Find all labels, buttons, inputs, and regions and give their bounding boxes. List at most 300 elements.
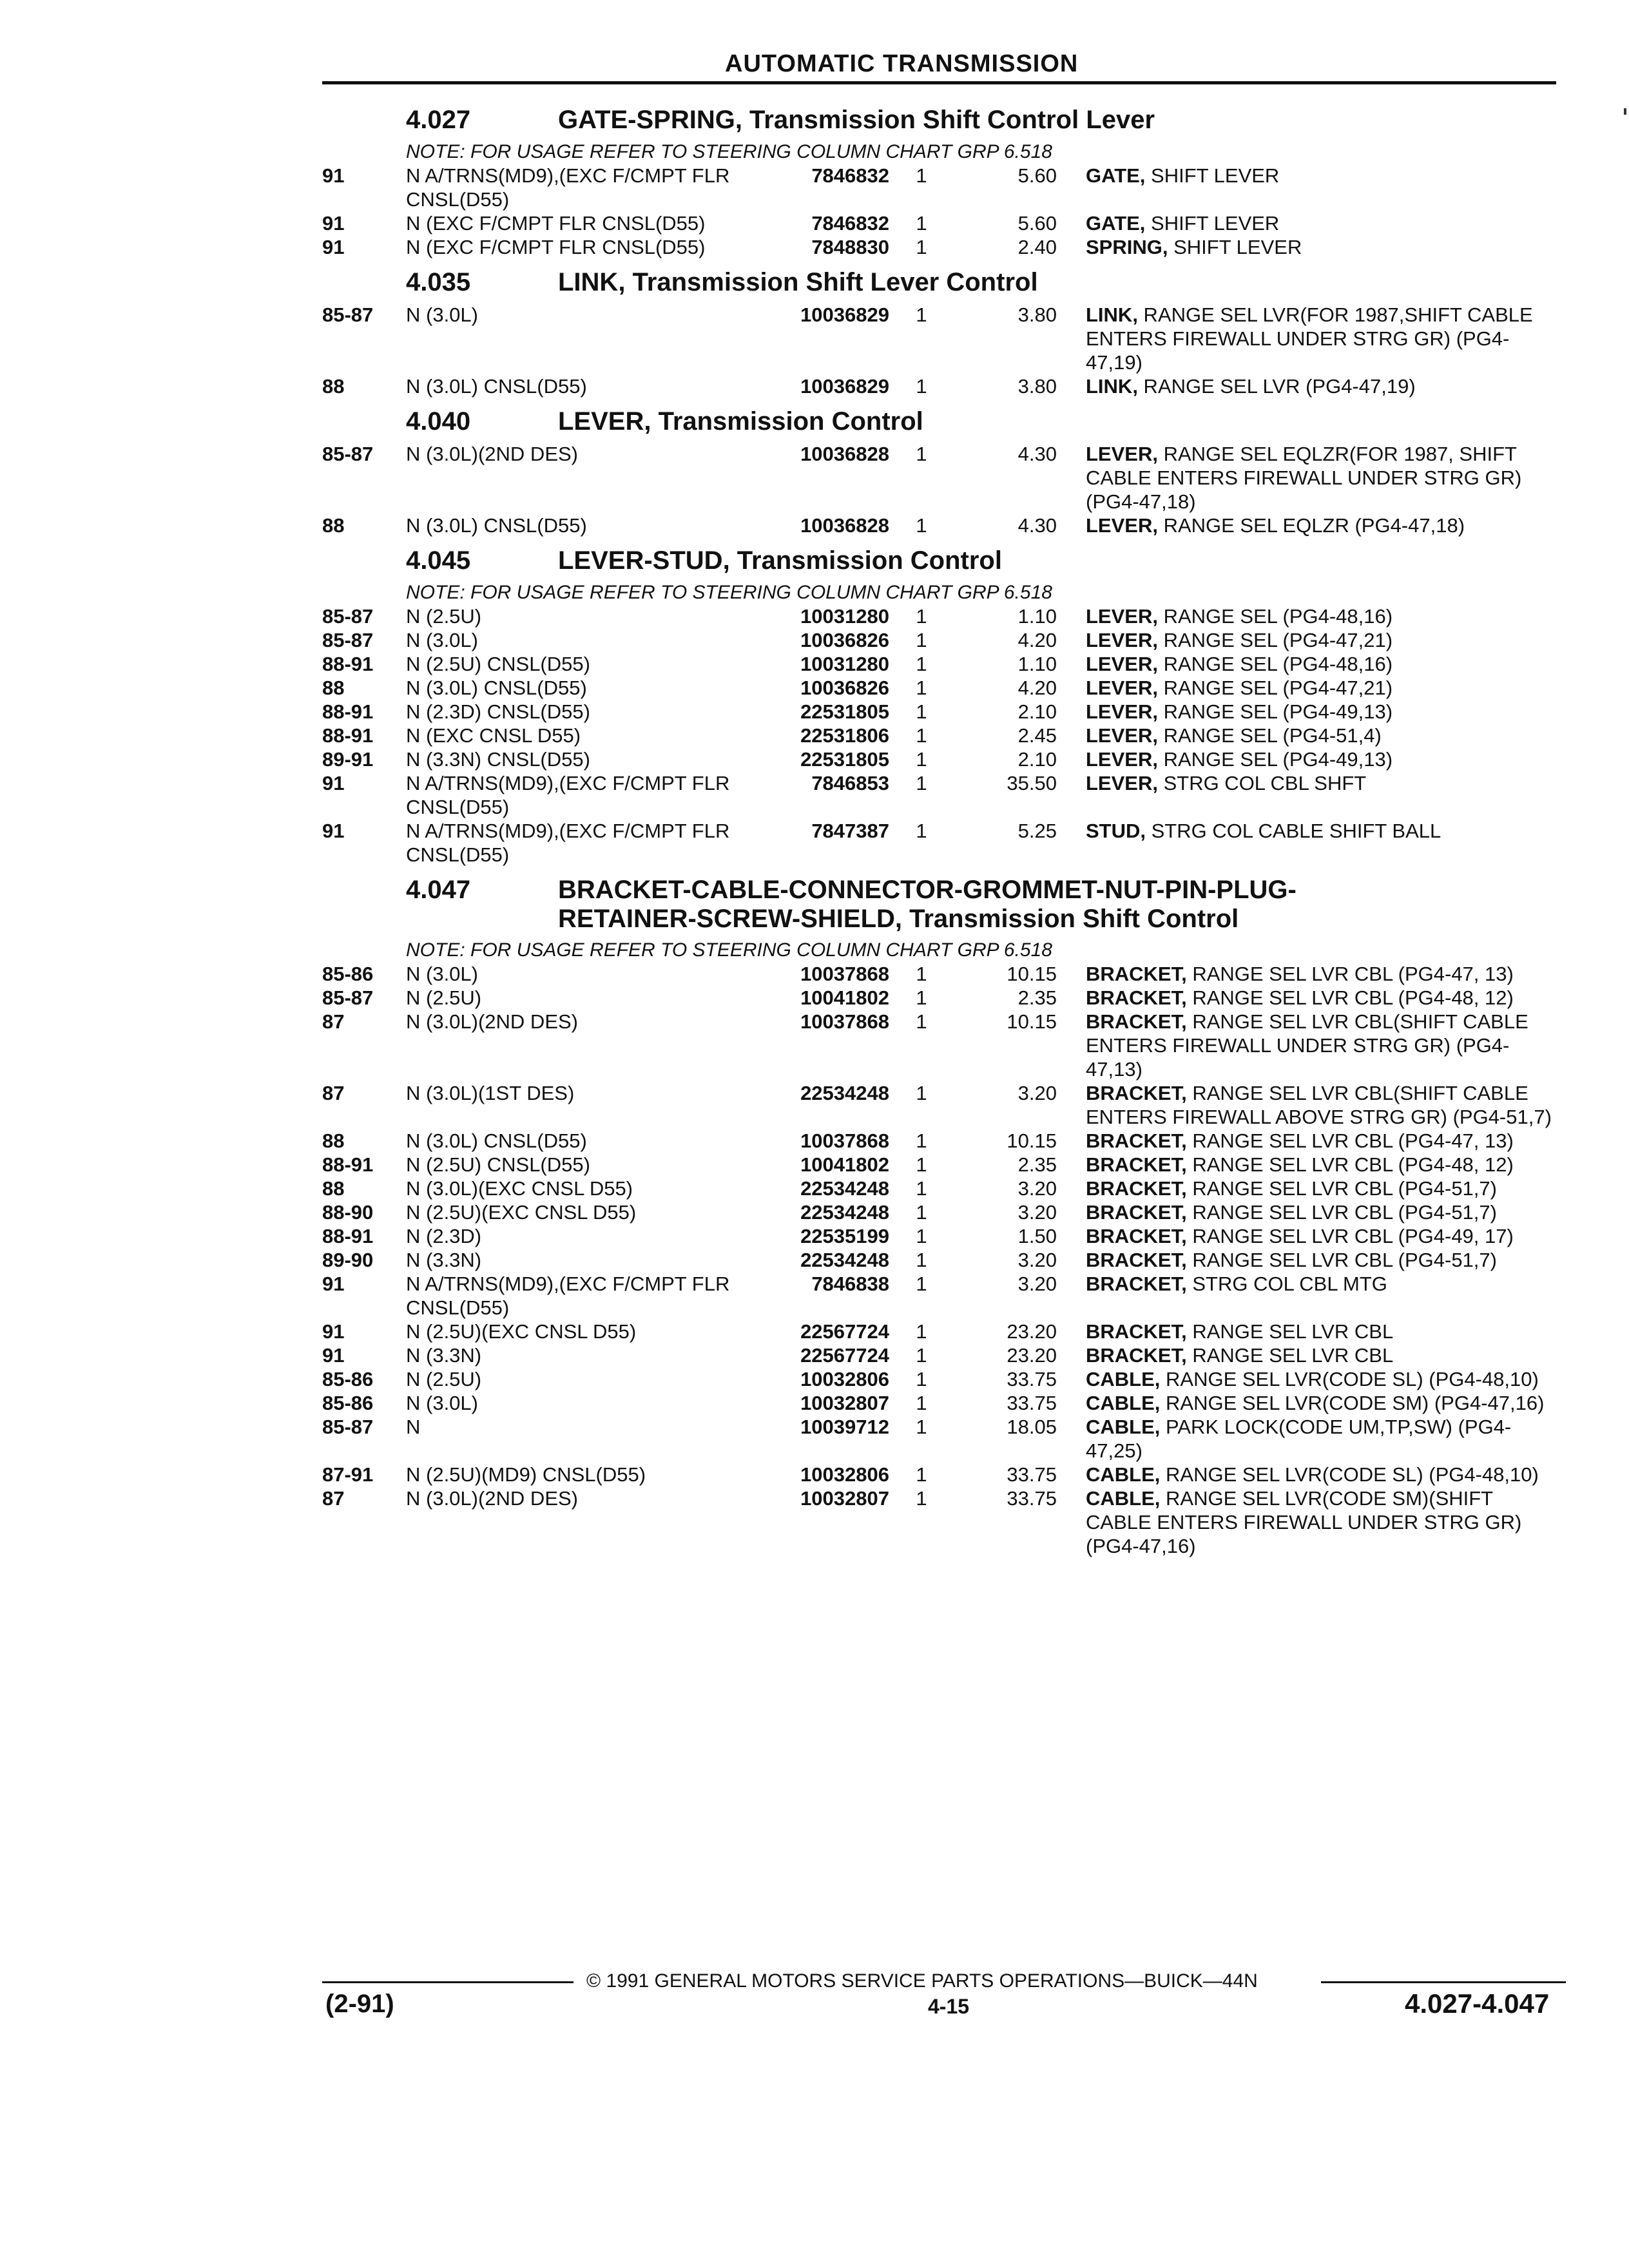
part-name: CABLE, — [1086, 1392, 1161, 1414]
model-year: 91 — [322, 164, 345, 187]
part-detail: RANGE SEL EQLZR(FOR 1987, SHIFT CABLE ENTERS FIREWALL UNDER STRG GR) (PG4-47,18) — [1086, 443, 1522, 513]
quantity: 1 — [916, 1153, 927, 1176]
quantity: 1 — [916, 443, 927, 465]
section-number: 4.047 — [406, 876, 471, 904]
part-number: 10036829 — [800, 303, 889, 326]
part-number: 10032807 — [800, 1392, 889, 1414]
part-description — [1086, 747, 1556, 771]
part-detail: RANGE SEL LVR CBL (PG4-47, 13) — [1186, 1129, 1514, 1152]
part-detail: RANGE SEL LVR(FOR 1987,SHIFT CABLE ENTERS FIREWALL UNDER STRG GR) (PG4-47,19) — [1086, 303, 1533, 374]
part-name: BRACKET, — [1086, 1010, 1187, 1033]
model-year: 85-87 — [322, 443, 374, 465]
model-application: N A/TRNS(MD9),(EXC F/CMPT FLR CNSL(D55) — [406, 1273, 730, 1319]
part-description — [1086, 211, 1556, 235]
parts-row — [322, 1248, 1559, 1272]
part-description — [1086, 1320, 1556, 1343]
part-name: BRACKET, — [1086, 1344, 1187, 1367]
part-number: 22567724 — [800, 1320, 889, 1343]
part-name: CABLE, — [1086, 1487, 1161, 1510]
model-application: N (3.0L)(EXC CNSL D55) — [406, 1177, 633, 1200]
part-name: CABLE, — [1086, 1463, 1161, 1486]
quantity: 1 — [916, 1201, 927, 1224]
model-year: 88-91 — [322, 653, 374, 675]
quantity: 1 — [916, 1273, 927, 1295]
part-description — [1086, 819, 1556, 843]
model-application: N (3.0L)(2ND DES) — [406, 1487, 578, 1510]
model-year: 91 — [322, 1344, 345, 1367]
parts-row — [322, 1367, 1559, 1391]
price: 4.30 — [1017, 443, 1057, 465]
part-number: 22567724 — [800, 1344, 889, 1367]
part-description — [1086, 771, 1556, 795]
model-application: N A/TRNS(MD9),(EXC F/CMPT FLR CNSL(D55) — [406, 820, 730, 866]
part-description — [1086, 1272, 1556, 1296]
part-number: 10037868 — [800, 1129, 889, 1152]
part-number: 22534248 — [800, 1082, 889, 1104]
parts-row — [322, 676, 1559, 700]
parts-row — [322, 1010, 1559, 1081]
usage-note: NOTE: FOR USAGE REFER TO STEERING COLUMN CHART GRP 6.518 — [406, 939, 1052, 961]
part-detail: RANGE SEL LVR CBL (PG4-48, 12) — [1186, 1153, 1514, 1176]
section-range: 4.027-4.047 — [1405, 1988, 1550, 2019]
quantity: 1 — [916, 605, 927, 628]
model-application: N (3.0L) CNSL(D55) — [406, 514, 587, 537]
model-year: 88 — [322, 1177, 345, 1200]
part-description — [1086, 1415, 1556, 1463]
part-number: 7846853 — [811, 772, 889, 794]
part-name: LEVER, — [1086, 700, 1158, 723]
model-application: N A/TRNS(MD9),(EXC F/CMPT FLR CNSL(D55) — [406, 772, 730, 818]
quantity: 1 — [916, 700, 927, 723]
price: 3.20 — [1017, 1177, 1057, 1200]
part-description — [1086, 1343, 1556, 1367]
part-number: 10032807 — [800, 1487, 889, 1510]
quantity: 1 — [916, 1129, 927, 1152]
part-description — [1086, 628, 1556, 652]
part-description — [1086, 164, 1556, 187]
model-year: 89-91 — [322, 748, 374, 771]
part-name: LEVER, — [1086, 443, 1158, 465]
part-detail: RANGE SEL LVR(CODE SL) (PG4-48,10) — [1160, 1463, 1539, 1486]
part-detail: RANGE SEL (PG4-48,16) — [1157, 605, 1393, 628]
price: 5.60 — [1017, 164, 1057, 187]
model-application: N (3.0L) — [406, 629, 478, 651]
part-number: 10041802 — [800, 986, 889, 1009]
part-number: 22531806 — [800, 724, 889, 747]
model-application: N (3.0L)(2ND DES) — [406, 1010, 578, 1033]
part-description — [1086, 1248, 1556, 1272]
model-application: N — [406, 1416, 421, 1438]
model-application: N A/TRNS(MD9),(EXC F/CMPT FLR CNSL(D55) — [406, 164, 730, 211]
part-description — [1086, 986, 1556, 1010]
part-description — [1086, 700, 1556, 724]
model-year: 85-86 — [322, 963, 374, 985]
price: 33.75 — [1007, 1463, 1057, 1486]
parts-row — [322, 1224, 1559, 1248]
model-application: N (EXC F/CMPT FLR CNSL(D55) — [406, 236, 706, 258]
section-title-line: LEVER-STUD, Transmission Control — [558, 546, 1002, 575]
part-description — [1086, 442, 1556, 514]
price: 3.20 — [1017, 1273, 1057, 1295]
parts-row — [322, 235, 1559, 259]
usage-note: NOTE: FOR USAGE REFER TO STEERING COLUMN CHART GRP 6.518 — [406, 582, 1052, 603]
part-detail: RANGE SEL LVR CBL (PG4-51,7) — [1186, 1249, 1497, 1271]
model-application: N (3.0L) — [406, 1392, 478, 1414]
model-year: 89-90 — [322, 1249, 374, 1271]
part-detail: RANGE SEL LVR (PG4-47,19) — [1137, 375, 1416, 398]
parts-row — [322, 1081, 1559, 1129]
parts-row — [322, 1463, 1559, 1486]
part-number: 7847387 — [811, 820, 889, 842]
part-description — [1086, 374, 1556, 398]
model-application: N (2.5U)(EXC CNSL D55) — [406, 1201, 637, 1224]
parts-row — [322, 1129, 1559, 1153]
parts-row — [322, 1320, 1559, 1343]
part-detail: SHIFT LEVER — [1168, 236, 1302, 258]
part-number: 10036826 — [800, 629, 889, 651]
part-name: GATE, — [1086, 164, 1146, 187]
parts-row — [322, 1486, 1559, 1558]
price: 10.15 — [1007, 1010, 1057, 1033]
part-number: 7846838 — [811, 1273, 889, 1295]
model-application: N (2.5U)(MD9) CNSL(D55) — [406, 1463, 646, 1486]
part-description — [1086, 962, 1556, 986]
parts-row — [322, 514, 1559, 537]
parts-row — [322, 986, 1559, 1010]
part-number: 22534248 — [800, 1249, 889, 1271]
price: 2.35 — [1017, 986, 1057, 1009]
part-name: LEVER, — [1086, 724, 1158, 747]
model-year: 91 — [322, 1320, 345, 1343]
quantity: 1 — [916, 1010, 927, 1033]
part-name: BRACKET, — [1086, 1153, 1187, 1176]
part-description — [1086, 1367, 1556, 1391]
parts-row — [322, 1343, 1559, 1367]
part-detail: RANGE SEL LVR(CODE SM)(SHIFT CABLE ENTERS FIREWALL UNDER STRG GR) (PG4-47,16) — [1086, 1487, 1522, 1557]
price: 23.20 — [1007, 1344, 1057, 1367]
model-year: 91 — [322, 820, 345, 842]
part-description — [1086, 724, 1556, 747]
parts-row — [322, 628, 1559, 652]
price: 33.75 — [1007, 1368, 1057, 1390]
part-number: 10036828 — [800, 443, 889, 465]
model-year: 87-91 — [322, 1463, 374, 1486]
footer-rule-right — [1321, 1981, 1566, 1983]
page-title: AUTOMATIC TRANSMISSION — [725, 50, 1079, 77]
model-application: N (3.0L) CNSL(D55) — [406, 677, 587, 699]
price: 4.20 — [1017, 677, 1057, 699]
part-description — [1086, 1463, 1556, 1486]
parts-row — [322, 604, 1559, 628]
part-number: 10036829 — [800, 375, 889, 398]
part-name: LEVER, — [1086, 677, 1158, 699]
price: 4.30 — [1017, 514, 1057, 537]
part-number: 22535199 — [800, 1225, 889, 1247]
model-application: N (3.0L) — [406, 303, 478, 326]
quantity: 1 — [916, 1344, 927, 1367]
price: 1.50 — [1017, 1225, 1057, 1247]
price: 10.15 — [1007, 1129, 1057, 1152]
part-detail: RANGE SEL LVR CBL (PG4-51,7) — [1186, 1201, 1497, 1224]
quantity: 1 — [916, 1463, 927, 1486]
part-description — [1086, 1129, 1556, 1153]
part-detail: RANGE SEL LVR CBL(SHIFT CABLE ENTERS FIREWALL ABOVE STRG GR) (PG4-51,7) — [1086, 1082, 1552, 1128]
footer-rule-left — [322, 1981, 574, 1983]
part-name: LEVER, — [1086, 748, 1158, 771]
part-detail: RANGE SEL LVR CBL(SHIFT CABLE ENTERS FIREWALL UNDER STRG GR) (PG4-47,13) — [1086, 1010, 1528, 1081]
part-description — [1086, 1010, 1556, 1081]
price: 2.45 — [1017, 724, 1057, 747]
section-title — [558, 407, 923, 436]
part-detail: STRG COL CABLE SHIFT BALL — [1146, 820, 1441, 842]
section-heading — [322, 872, 1559, 939]
part-detail: RANGE SEL (PG4-47,21) — [1157, 677, 1393, 699]
margin-mark — [1624, 108, 1626, 115]
part-number: 10031280 — [800, 653, 889, 675]
parts-row — [322, 1272, 1559, 1320]
price: 2.40 — [1017, 236, 1057, 258]
page-number: 4-15 — [928, 1995, 970, 2018]
model-application: N (2.3D) CNSL(D55) — [406, 700, 590, 723]
section-heading — [322, 264, 1559, 303]
model-year: 85-87 — [322, 605, 374, 628]
part-detail: RANGE SEL (PG4-49,13) — [1157, 748, 1393, 771]
model-year: 88-91 — [322, 700, 374, 723]
part-description — [1086, 1177, 1556, 1200]
model-application: N (3.3N) — [406, 1249, 482, 1271]
model-year: 88-91 — [322, 1225, 374, 1247]
part-detail: RANGE SEL LVR CBL (PG4-47, 13) — [1186, 963, 1514, 985]
part-detail: SHIFT LEVER — [1145, 164, 1280, 187]
part-number: 7846832 — [811, 212, 889, 235]
model-year: 85-86 — [322, 1368, 374, 1390]
model-application: N (2.5U) — [406, 986, 482, 1009]
part-description — [1086, 1081, 1556, 1129]
price: 3.20 — [1017, 1201, 1057, 1224]
parts-row — [322, 442, 1559, 514]
part-description — [1086, 303, 1556, 374]
parts-listing — [322, 97, 1559, 1558]
part-detail: PARK LOCK(CODE UM,TP,SW) (PG4-47,25) — [1086, 1416, 1512, 1462]
model-year: 87 — [322, 1082, 345, 1104]
section-number: 4.045 — [406, 546, 471, 575]
price: 3.20 — [1017, 1249, 1057, 1271]
model-year: 85-87 — [322, 986, 374, 1009]
part-detail: RANGE SEL (PG4-51,4) — [1157, 724, 1382, 747]
part-detail: RANGE SEL LVR CBL (PG4-51,7) — [1186, 1177, 1497, 1200]
model-application: N (3.3N) — [406, 1344, 482, 1367]
price: 23.20 — [1007, 1320, 1057, 1343]
part-number: 10031280 — [800, 605, 889, 628]
part-name: BRACKET, — [1086, 1177, 1187, 1200]
quantity: 1 — [916, 820, 927, 842]
part-number: 10036826 — [800, 677, 889, 699]
part-number: 10036828 — [800, 514, 889, 537]
part-description — [1086, 1153, 1556, 1177]
price: 1.10 — [1017, 653, 1057, 675]
part-detail: RANGE SEL LVR CBL — [1186, 1344, 1394, 1367]
section-title-line: LINK, Transmission Shift Lever Control — [558, 268, 1038, 296]
model-year: 88-91 — [322, 724, 374, 747]
section-number: 4.040 — [406, 407, 471, 436]
section-title — [558, 546, 1002, 575]
model-year: 88 — [322, 677, 345, 699]
part-name: BRACKET, — [1086, 1225, 1187, 1247]
quantity: 1 — [916, 164, 927, 187]
parts-row — [322, 819, 1559, 867]
price: 33.75 — [1007, 1487, 1057, 1510]
parts-row — [322, 724, 1559, 747]
model-application: N (3.0L) CNSL(D55) — [406, 1129, 587, 1152]
parts-row — [322, 771, 1559, 819]
model-application: N (EXC CNSL D55) — [406, 724, 581, 747]
section-number: 4.035 — [406, 268, 471, 296]
quantity: 1 — [916, 1416, 927, 1438]
model-year: 85-87 — [322, 303, 374, 326]
part-number: 22531805 — [800, 700, 889, 723]
quantity: 1 — [916, 212, 927, 235]
model-year: 87 — [322, 1010, 345, 1033]
part-number: 22534248 — [800, 1177, 889, 1200]
parts-row — [322, 747, 1559, 771]
part-number: 7846832 — [811, 164, 889, 187]
part-name: BRACKET, — [1086, 1320, 1187, 1343]
part-detail: RANGE SEL (PG4-48,16) — [1157, 653, 1393, 675]
part-name: BRACKET, — [1086, 1249, 1187, 1271]
part-detail: RANGE SEL EQLZR (PG4-47,18) — [1157, 514, 1465, 537]
model-year: 85-87 — [322, 629, 374, 651]
part-number: 10032806 — [800, 1463, 889, 1486]
parts-row — [322, 303, 1559, 374]
part-description — [1086, 1200, 1556, 1224]
model-application: N (3.0L) — [406, 963, 478, 985]
part-number: 22531805 — [800, 748, 889, 771]
quantity: 1 — [916, 375, 927, 398]
copyright-line: © 1991 GENERAL MOTORS SERVICE PARTS OPERATIONS—BUICK—44N — [586, 1970, 1258, 1992]
price: 4.20 — [1017, 629, 1057, 651]
section-title-line: LEVER, Transmission Control — [558, 407, 923, 436]
part-name: LEVER, — [1086, 605, 1158, 628]
model-application: N (3.0L) CNSL(D55) — [406, 375, 587, 398]
part-description — [1086, 676, 1556, 700]
part-name: LINK, — [1086, 303, 1138, 326]
part-name: STUD, — [1086, 820, 1146, 842]
parts-row — [322, 164, 1559, 211]
quantity: 1 — [916, 629, 927, 651]
section-title — [558, 106, 1155, 135]
model-year: 88-90 — [322, 1201, 374, 1224]
part-detail: STRG COL CBL MTG — [1186, 1273, 1387, 1295]
model-year: 85-86 — [322, 1392, 374, 1414]
price: 10.15 — [1007, 963, 1057, 985]
part-description — [1086, 604, 1556, 628]
quantity: 1 — [916, 1487, 927, 1510]
price: 5.60 — [1017, 212, 1057, 235]
part-number: 10037868 — [800, 1010, 889, 1033]
quantity: 1 — [916, 303, 927, 326]
part-detail: SHIFT LEVER — [1145, 212, 1280, 235]
price: 3.20 — [1017, 1082, 1057, 1104]
part-name: BRACKET, — [1086, 1273, 1187, 1295]
model-year: 91 — [322, 236, 345, 258]
part-name: BRACKET, — [1086, 1201, 1187, 1224]
price: 3.80 — [1017, 303, 1057, 326]
model-application: N (3.0L)(1ST DES) — [406, 1082, 575, 1104]
section-title — [558, 268, 1038, 297]
price: 2.10 — [1017, 748, 1057, 771]
quantity: 1 — [916, 1225, 927, 1247]
parts-row — [322, 962, 1559, 986]
part-name: LEVER, — [1086, 514, 1158, 537]
model-year: 88 — [322, 514, 345, 537]
model-year: 87 — [322, 1487, 345, 1510]
model-application: N (2.5U) CNSL(D55) — [406, 653, 590, 675]
parts-row — [322, 1391, 1559, 1415]
model-application: N (2.5U)(EXC CNSL D55) — [406, 1320, 637, 1343]
model-year: 85-87 — [322, 1416, 374, 1438]
quantity: 1 — [916, 236, 927, 258]
header-rule — [322, 81, 1556, 84]
section-heading — [322, 543, 1559, 581]
quantity: 1 — [916, 1320, 927, 1343]
quantity: 1 — [916, 1082, 927, 1104]
parts-row — [322, 1415, 1559, 1463]
part-description — [1086, 1486, 1556, 1558]
parts-row — [322, 1177, 1559, 1200]
model-application: N (EXC F/CMPT FLR CNSL(D55) — [406, 212, 706, 235]
part-description — [1086, 235, 1556, 259]
part-number: 7848830 — [811, 236, 889, 258]
model-year: 91 — [322, 212, 345, 235]
revision-date: (2-91) — [325, 1990, 394, 2018]
model-year: 88 — [322, 375, 345, 398]
part-name: LINK, — [1086, 375, 1138, 398]
part-name: BRACKET, — [1086, 1129, 1187, 1152]
part-name: LEVER, — [1086, 772, 1158, 794]
part-detail: RANGE SEL LVR(CODE SM) (PG4-47,16) — [1160, 1392, 1545, 1414]
part-detail: STRG COL CBL SHFT — [1157, 772, 1367, 794]
model-year: 88-91 — [322, 1153, 374, 1176]
quantity: 1 — [916, 772, 927, 794]
part-description — [1086, 652, 1556, 676]
quantity: 1 — [916, 1249, 927, 1271]
part-detail: RANGE SEL (PG4-49,13) — [1157, 700, 1393, 723]
model-year: 91 — [322, 1273, 345, 1295]
part-name: CABLE, — [1086, 1368, 1161, 1390]
quantity: 1 — [916, 1368, 927, 1390]
model-application: N (2.5U) — [406, 1368, 482, 1390]
model-year: 88 — [322, 1129, 345, 1152]
part-name: GATE, — [1086, 212, 1146, 235]
price: 33.75 — [1007, 1392, 1057, 1414]
price: 2.35 — [1017, 1153, 1057, 1176]
price: 18.05 — [1007, 1416, 1057, 1438]
parts-row — [322, 652, 1559, 676]
parts-row — [322, 700, 1559, 724]
part-name: CABLE, — [1086, 1416, 1161, 1438]
price: 35.50 — [1007, 772, 1057, 794]
model-application: N (3.0L)(2ND DES) — [406, 443, 578, 465]
price: 1.10 — [1017, 605, 1057, 628]
part-detail: RANGE SEL LVR(CODE SL) (PG4-48,10) — [1160, 1368, 1539, 1390]
part-number: 10032806 — [800, 1368, 889, 1390]
quantity: 1 — [916, 1177, 927, 1200]
part-description — [1086, 1391, 1556, 1415]
part-number: 10037868 — [800, 963, 889, 985]
part-detail: RANGE SEL (PG4-47,21) — [1157, 629, 1393, 651]
part-name: BRACKET, — [1086, 1082, 1187, 1104]
usage-note: NOTE: FOR USAGE REFER TO STEERING COLUMN CHART GRP 6.518 — [406, 141, 1052, 162]
